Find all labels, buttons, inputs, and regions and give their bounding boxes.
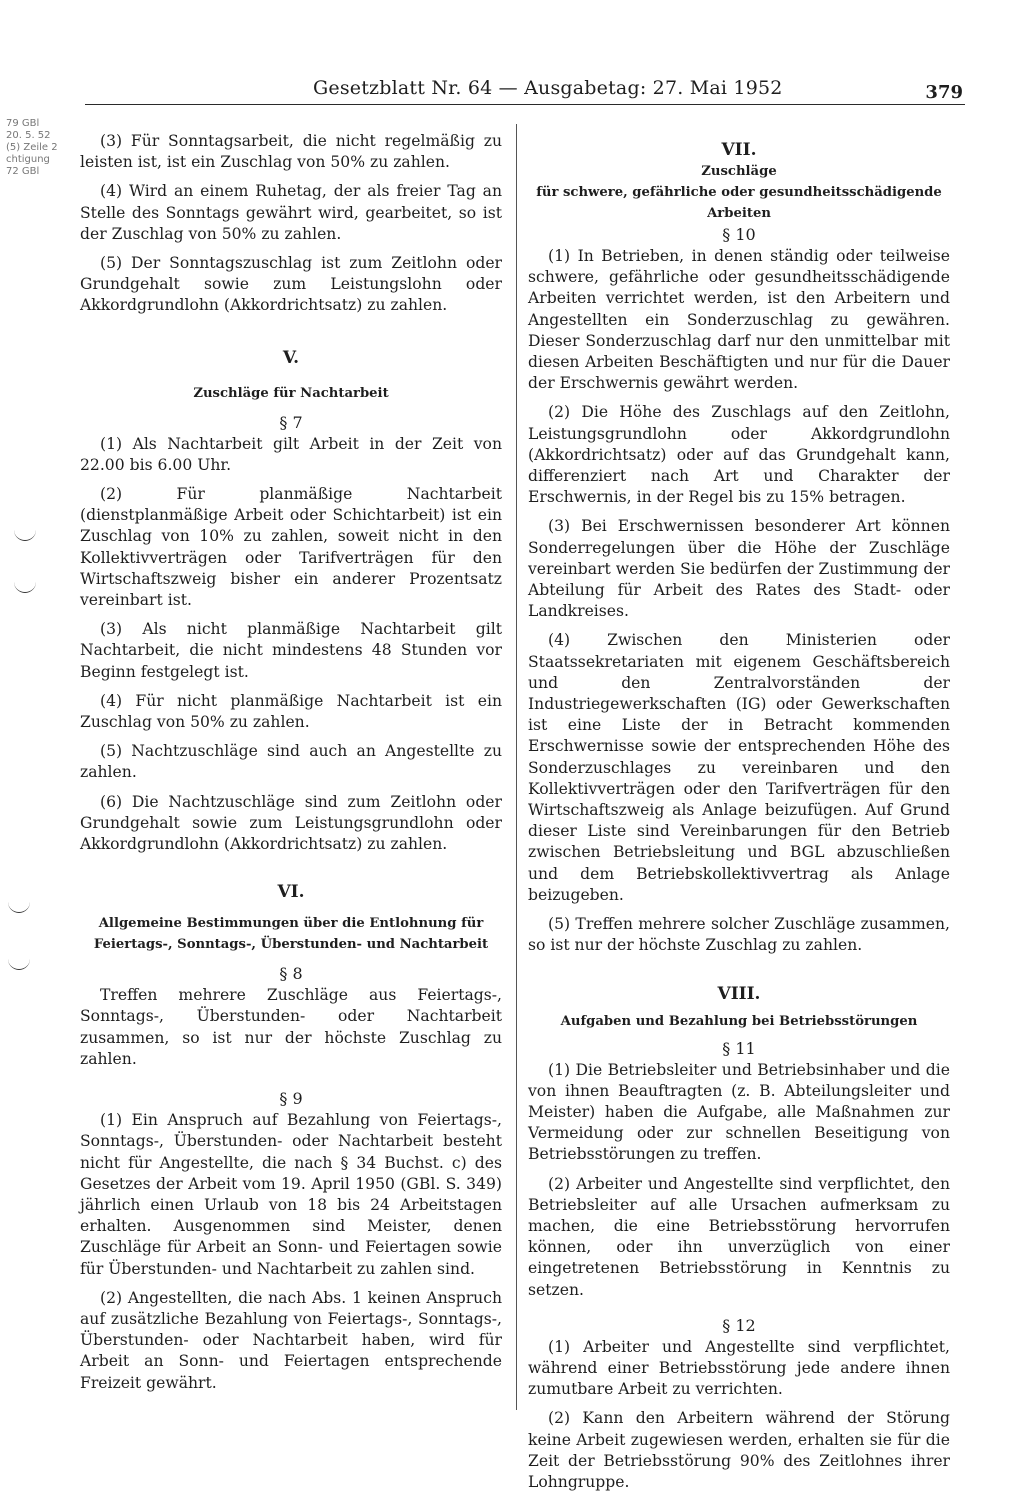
paragraph: (1) Als Nachtarbeit gilt Arbeit in der Zeit von 22.00 bis 6.00 Uhr. [80, 434, 502, 474]
section-title: Allgemeine Bestimmungen über die Entlohnung für [98, 916, 484, 932]
paragraph: (3) Bei Erschwernissen besonderer Art können Sonderregelungen über die Höhe der Zuschläge vereinbart werden Sie bedürfen der Zustimmung der Abteilung für Arbeit des Rates des Stadt- oder Landkreises. [528, 517, 950, 621]
margin-check-mark [8, 900, 30, 913]
paragraph: Treffen mehrere Zuschläge aus Feiertags-, Sonntags-, Überstunden- oder Nachtarbeit zusammen, so ist nur der höchste Zuschlag zu zahlen. [80, 986, 502, 1068]
margin-check-mark [14, 528, 36, 541]
header-title: Gesetzblatt Nr. 64 — Ausgabetag: 27. Mai 1952 [313, 77, 783, 99]
margin-note-line: 79 GBl [6, 118, 40, 129]
section-title: Zuschläge für Nachtarbeit [193, 385, 389, 401]
section-heading: V. [282, 347, 300, 368]
paragraph: (2) Für planmäßige Nachtarbeit (dienstplanmäßige Arbeit oder Schichtarbeit) ist ein Zuschlag von 10% zu zahlen, soweit nicht in den Kollektivverträgen oder Tarifverträgen für den Wirtschaftszweig bisher ein anderer Prozentsatz vereinbart ist. [80, 485, 502, 610]
page-header [85, 76, 965, 105]
paragraph: (2) Arbeiter und Angestellte sind verpflichtet, den Betriebsleiter auf alle Ursachen aufmerksam zu machen, die eine Betriebsstörung hervorrufen können, oder ihn unverzüglich von einer eingetretenen Betriebsstörung in Kenntnis zu setzen. [528, 1174, 950, 1299]
paragraph: (5) Der Sonntagszuschlag ist zum Zeitlohn oder Grundgehalt sowie zum Leistungslohn oder Akkordgrundlohn (Akkordrichtsatz) zu zahlen. [80, 254, 502, 315]
paragraph: (5) Treffen mehrere solcher Zuschläge zusammen, so ist nur der höchste Zuschlag zu zahlen. [528, 915, 950, 955]
margin-note-line: 72 GBl [6, 166, 40, 177]
paragraph-number: § 8 [279, 964, 303, 984]
paragraph: (4) Wird an einem Ruhetag, der als freier Tag an Stelle des Sonntags gewährt wird, gearbeitet, so ist der Zuschlag von 50% zu zahlen. [80, 182, 502, 243]
margin-note-line: chtigung [6, 154, 50, 165]
paragraph: (6) Die Nachtzuschläge sind zum Zeitlohn oder Grundgehalt sowie zum Leistungsgrundlohn oder Akkordgrundlohn (Akkordrichtsatz) zu zahlen. [80, 792, 502, 854]
right-column [528, 131, 950, 1501]
paragraph: (2) Angestellten, die nach Abs. 1 keinen Anspruch auf zusätzliche Bezahlung von Feiertags-, Sonntags-, Überstunden- oder Nachtarbeit haben, wird für Arbeit an Sonn- und Feiertagen entsprechende Freizeit gewährt. [80, 1288, 502, 1392]
paragraph-number: § 7 [279, 412, 303, 432]
margin-annotation [6, 118, 62, 178]
paragraph: (1) In Betrieben, in denen ständig oder teilweise schwere, gefährliche oder gesundheitsschädigende Arbeiten verrichtet werden, ist den Arbeitern und Angestellten ein Sonderzuschlag zu gewähren. Dieser Sonderzuschlag darf nur den unmittelbar mit diesen Arbeiten Beschäftigten und nur für die Dauer der Erschwernis gewährt werden. [528, 247, 950, 393]
section-title: Feiertags-, Sonntags-, Überstunden- und Nachtarbeit [93, 937, 489, 953]
paragraph: (4) Für nicht planmäßige Nachtarbeit ist ein Zuschlag von 50% zu zahlen. [80, 691, 502, 732]
margin-check-mark [14, 580, 36, 593]
paragraph: (1) Arbeiter und Angestellte sind verpflichtet, während einer Betriebsstörung jede andere ihnen zumutbare Arbeit zu verrichten. [528, 1337, 950, 1399]
paragraph: (3) Als nicht planmäßige Nachtarbeit gilt Nachtarbeit, die nicht mindestens 48 Stunden vor Beginn festgelegt ist. [80, 620, 502, 681]
section-heading: VIII. [717, 983, 761, 1004]
column-divider [516, 124, 517, 1410]
paragraph-number: § 11 [722, 1038, 756, 1058]
section-title: Aufgaben und Bezahlung bei Betriebsstörungen [560, 1013, 918, 1029]
left-column [80, 131, 502, 1402]
page-number: 379 [925, 82, 963, 103]
paragraph-number: § 10 [722, 225, 756, 244]
paragraph: (4) Zwischen den Ministerien oder Staatssekretariaten mit eigenem Geschäftsbereich und den Zentralvorständen der Industriegewerkschaften (IG) oder Gewerkschaften ist eine Liste der in Betracht kommenden Erschwernisse sowie der entsprechenden Höhe des Sonderzuschlages zu vereinbaren und den Kollektivverträgen oder den Tarifverträgen für den Wirtschaftszweig als Anlage beizufügen. Auf Grund dieser Liste sind Vereinbarungen für den Betrieb zwischen Betriebsleitung und BGL abzuschließen und dem Betriebskollektivvertrag als Anlage beizugeben. [528, 631, 950, 904]
paragraph: (3) Für Sonntagsarbeit, die nicht regelmäßig zu leisten ist, ist ein Zuschlag von 50% zu zahlen. [80, 132, 502, 172]
section-title: Arbeiten [707, 206, 771, 221]
section-title: Zuschläge [701, 164, 777, 179]
section-title: für schwere, gefährliche oder gesundheitsschädigende [536, 185, 942, 200]
paragraph: (2) Kann den Arbeitern während der Störung keine Arbeit zugewiesen werden, erhalten sie für die Zeit der Betriebsstörung 90% des Zeitlohnes ihrer Lohngruppe. [528, 1409, 950, 1491]
margin-note-line: 20. 5. 52 [6, 130, 51, 141]
margin-check-mark [8, 957, 30, 970]
paragraph: (5) Nachtzuschläge sind auch an Angestellte zu zahlen. [80, 742, 502, 782]
paragraph: (2) Die Höhe des Zuschlags auf den Zeitlohn, Leistungsgrundlohn oder Akkordgrundlohn (Akkordrichtsatz) oder auf das Grundgehalt kann, differenziert nach Art und Charakter der Erschwernis, in der Regel bis zu 15% betragen. [528, 403, 950, 507]
section-heading: VII. [721, 140, 757, 160]
section-heading: VI. [277, 882, 305, 903]
paragraph: (1) Ein Anspruch auf Bezahlung von Feiertags-, Sonntags-, Überstunden- oder Nachtarbeit besteht nicht für Angestellte, die nach § 34 Buchst. c) des Gesetzes der Arbeit vom 19. April 1950 (GBl. S. 349) jährlich einen Urlaub von 18 bis 24 Arbeitstagen erhalten. Ausgenommen sind Meister, denen Zuschläge für Arbeit an Sonn- und Feiertagen sowie für Überstunden- und Nachtarbeit zu zahlen sind. [80, 1111, 502, 1278]
paragraph: (1) Die Betriebsleiter und Betriebsinhaber und die von ihnen Beauftragten (z. B. Abteilungsleiter und Meister) haben die Aufgabe, alle Maßnahmen zur Vermeidung oder zur schnellen Beseitigung von Betriebsstörungen zu treffen. [528, 1060, 950, 1164]
margin-note-line: (5) Zeile 2 [6, 142, 58, 153]
paragraph-number: § 12 [722, 1315, 756, 1335]
paragraph-number: § 9 [279, 1089, 303, 1109]
